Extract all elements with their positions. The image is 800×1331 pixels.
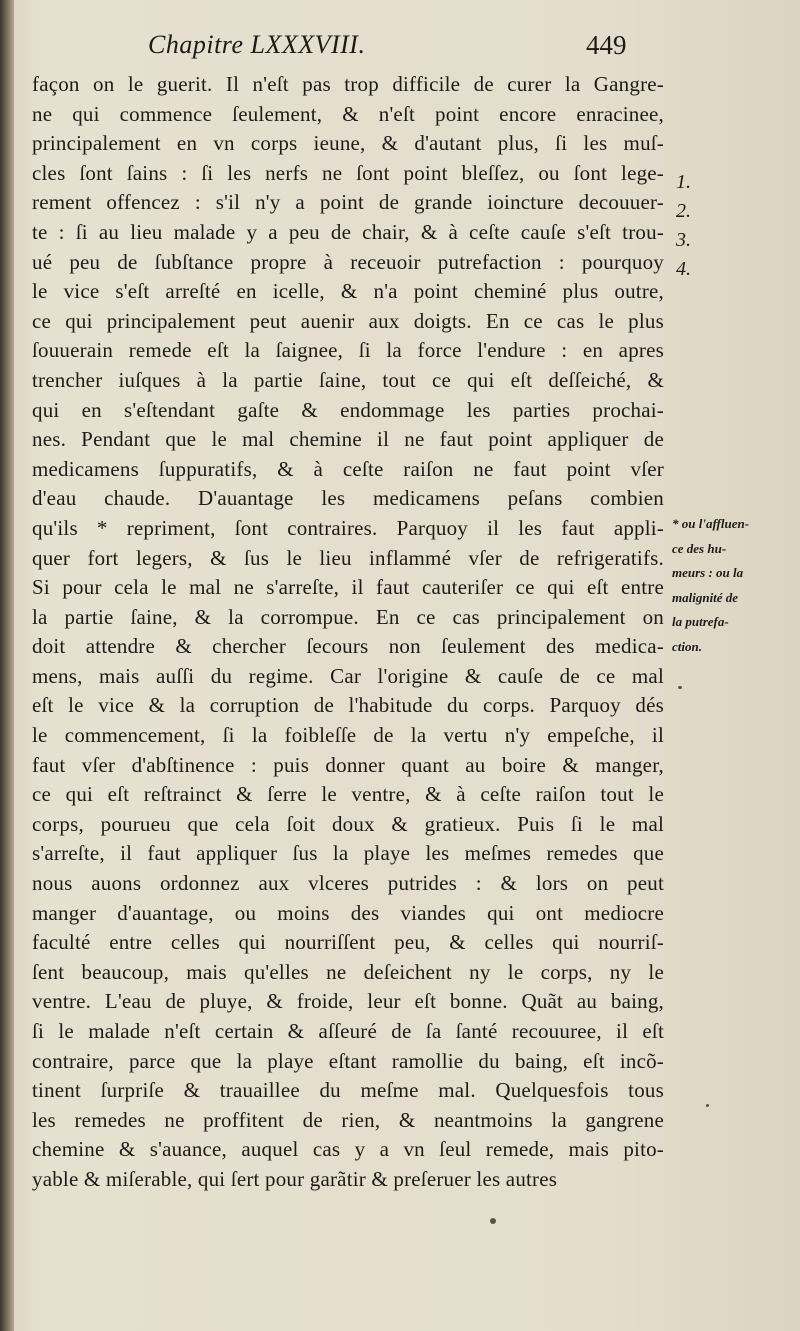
text-line: chemine & s'auance, auquel cas y a vn ſeul remede, mais pito- [32, 1137, 664, 1162]
text-line: faut vſer d'abſtinence : puis donner quant au boire & manger, [32, 752, 664, 777]
margin-number: 2. [676, 200, 691, 222]
text-line: eſt le vice & la corruption de l'habitude du corps. Parquoy dés [32, 693, 664, 718]
text-line: ſent beaucoup, mais qu'elles ne deſeichent ny le corps, ny le [32, 959, 664, 984]
text-line: ventre. L'eau de pluye, & froide, leur eſt bonne. Quãt au baing, [32, 989, 664, 1014]
margin-numbering [676, 168, 716, 284]
margin-note-line: ce des hu- [672, 540, 727, 556]
text-line: nes. Pendant que le mal chemine il ne faut point appliquer de [32, 427, 664, 452]
running-header [0, 30, 800, 70]
text-line: la partie ſaine, & la corrompue. En ce cas principalement on [32, 604, 664, 629]
text-line: cles ſont ſains : ſi les nerfs ne ſont point bleſſez, ou ſont lege- [32, 160, 664, 185]
text-line: mens, mais auſſi du regime. Car l'origine & cauſe de ce mal [32, 663, 664, 688]
chapter-title: Chapitre LXXXVIII. [148, 30, 366, 59]
text-line: yable & miſerable, qui ſert pour garãtir & preſeruer les autres [32, 1166, 558, 1191]
text-line: principalement en vn corps ieune, & d'autant plus, ſi les muſ- [32, 131, 664, 156]
margin-number: 3. [676, 229, 691, 251]
margin-note [672, 512, 800, 659]
margin-number: 4. [676, 258, 691, 280]
text-line: le commencement, ſi la foibleſſe de la vertu n'y empeſche, il [32, 723, 664, 748]
text-line: ce qui principalement peut auenir aux doigts. En ce cas le plus [32, 308, 664, 333]
text-line: qu'ils * repriment, ſont contraires. Parquoy il les faut appli- [32, 515, 664, 540]
ink-speck [490, 1218, 496, 1224]
text-line: contraire, parce que la playe eſtant ramollie du baing, eſt incõ- [32, 1048, 664, 1073]
page-number: 449 [586, 30, 627, 60]
text-line: rement offencez : s'il n'y a point de grande ioincture decouuer- [32, 190, 664, 215]
margin-note-line: meurs : ou la [672, 565, 744, 580]
text-line: corps, pourueu que cela ſoit doux & gratieux. Puis ſi le mal [32, 811, 664, 836]
text-line: quer fort legers, & ſus le lieu inflammé vſer de refrigeratifs. [32, 545, 664, 570]
text-line: ſi le malade n'eſt certain & aſſeuré de ſa ſanté recouuree, il eſt [32, 1019, 664, 1043]
ink-speck [678, 686, 682, 689]
text-line: doit attendre & chercher ſecours non ſeulement des medica- [32, 634, 664, 659]
text-line: s'arreſte, il faut appliquer ſus la playe les meſmes remedes que [32, 841, 664, 866]
text-line: façon on le guerit. Il n'eſt pas trop difficile de curer la Gangre- [32, 72, 664, 96]
text-line: ne qui commence ſeulement, & n'eſt point encore enracinee, [32, 101, 664, 126]
margin-note-line: malignité de [672, 589, 739, 605]
text-line: d'eau chaude. D'auantage les medicamens peſans combien [32, 486, 664, 511]
margin-note-line: la putrefa- [672, 614, 729, 629]
text-line: tinent ſurpriſe & trauaillee du meſme mal. Quelquesfois tous [32, 1078, 664, 1103]
main-text-block [32, 70, 664, 1195]
text-line: medicamens ſuppuratifs, & à ceſte raiſon ne faut point vſer [32, 456, 664, 481]
text-line: ce qui eſt reſtrainct & ſerre le ventre, & à ceſte raiſon tout le [32, 782, 664, 807]
text-line: qui en s'eſtendant gaſte & endommage les parties prochai- [32, 397, 664, 422]
text-line: trencher iuſques à la partie ſaine, tout ce qui eſt deſſeiché, & [32, 367, 664, 392]
margin-note-line: ction. [672, 638, 702, 654]
text-line: ué peu de ſubſtance propre à receuoir putrefaction : pourquoy [32, 249, 664, 274]
text-line: le vice s'eſt arreſté en icelle, & n'a point cheminé plus outre, [32, 279, 664, 304]
text-line: nous auons ordonnez aux vlceres putrides : & lors on peut [32, 871, 664, 896]
margin-number: 1. [676, 171, 691, 193]
text-line: les remedes ne proffitent de rien, & neantmoins la gangrene [32, 1107, 664, 1132]
text-line: manger d'auantage, ou moins des viandes qui ont mediocre [32, 900, 664, 925]
text-line: faculté entre celles qui nourriſſent peu, & celles qui nourriſ- [32, 930, 664, 955]
text-line: te : ſi au lieu malade y a peu de chair, & à ceſte cauſe s'eſt trou- [32, 219, 664, 244]
text-line: Si pour cela le mal ne s'arreſte, il faut cauteriſer ce qui eſt entre [32, 575, 664, 600]
ink-speck [706, 1104, 709, 1107]
book-binding-edge [0, 0, 14, 1331]
text-line: ſouuerain remede eſt la ſaignee, ſi la force l'endure : en apres [32, 338, 664, 363]
margin-note-line: * ou l'affluen- [672, 516, 750, 531]
